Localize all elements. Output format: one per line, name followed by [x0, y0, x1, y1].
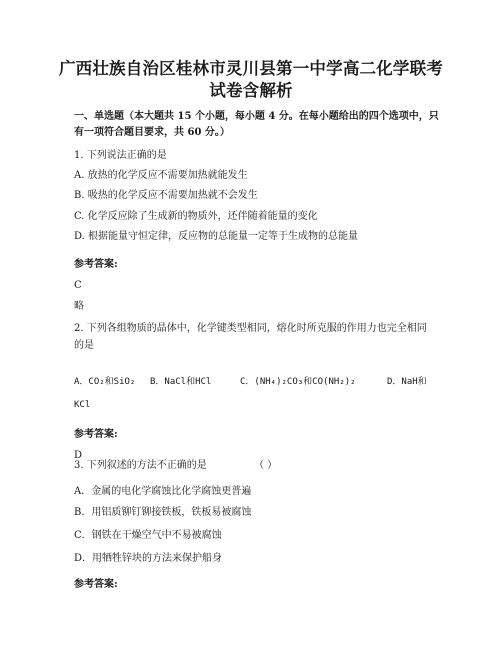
question-3-answer-label: 参考答案: [74, 579, 118, 590]
question-2-option-d: D．NaH和 [387, 377, 427, 387]
question-2-option-a: A．CO₂和SiO₂ [74, 377, 136, 387]
question-1-answer: C [74, 280, 82, 291]
question-2-option-d-cont: KCl [74, 400, 91, 410]
question-2-option-b: B．NaCl和HCl [150, 377, 212, 387]
question-1-answer-label: 参考答案: [74, 259, 118, 270]
question-1-explanation: 略 [74, 301, 84, 312]
question-3-stem: 3. 下列叙述的方法不正确的是 [74, 460, 207, 471]
question-3-option-a: A．金属的电化学腐蚀比化学腐蚀更普遍 [74, 486, 252, 497]
question-2-stem: 2. 下列各组物质的晶体中，化学键类型相同，熔化时所克服的作用力也完全相同的是 [74, 323, 427, 351]
question-3-option-b: B．用铝质铆钉铆接铁板，铁板易被腐蚀 [74, 507, 252, 518]
title-line-2: 试卷含解析 [209, 81, 293, 100]
question-3-option-d: D．用牺牲锌块的方法来保护船身 [74, 553, 223, 564]
question-3-option-c: C．钢铁在干燥空气中不易被腐蚀 [74, 530, 222, 541]
question-1-option-c: C. 化学反应除了生成新的物质外，还伴随着能量的变化 [74, 211, 318, 222]
question-2-option-c: C．(NH₄)₂CO₃和CO(NH₂)₂ [240, 377, 356, 387]
section-heading: 一、单选题（本大题共 15 个小题，每小题 4 分。在每小题给出的四个选项中，只有一项符合题目要求，共 60 分。） [74, 111, 439, 138]
question-1-stem: 1. 下列说法正确的是 [74, 150, 167, 161]
question-1-option-a: A. 放热的化学反应不需要加热就能发生 [74, 170, 248, 181]
question-2-answer-label: 参考答案: [74, 429, 118, 440]
title-line-1: 广西壮族自治区桂林市灵川县第一中学高二化学联考 [58, 59, 444, 78]
document-title [40, 58, 462, 102]
question-1-option-b: B. 吸热的化学反应不需要加热就不会发生 [74, 190, 258, 201]
question-1-option-d: D. 根据能量守恒定律，反应物的总能量一定等于生成物的总能量 [74, 231, 359, 242]
question-3-bracket: （ ） [254, 460, 278, 471]
question-2-answer: D [74, 450, 83, 461]
